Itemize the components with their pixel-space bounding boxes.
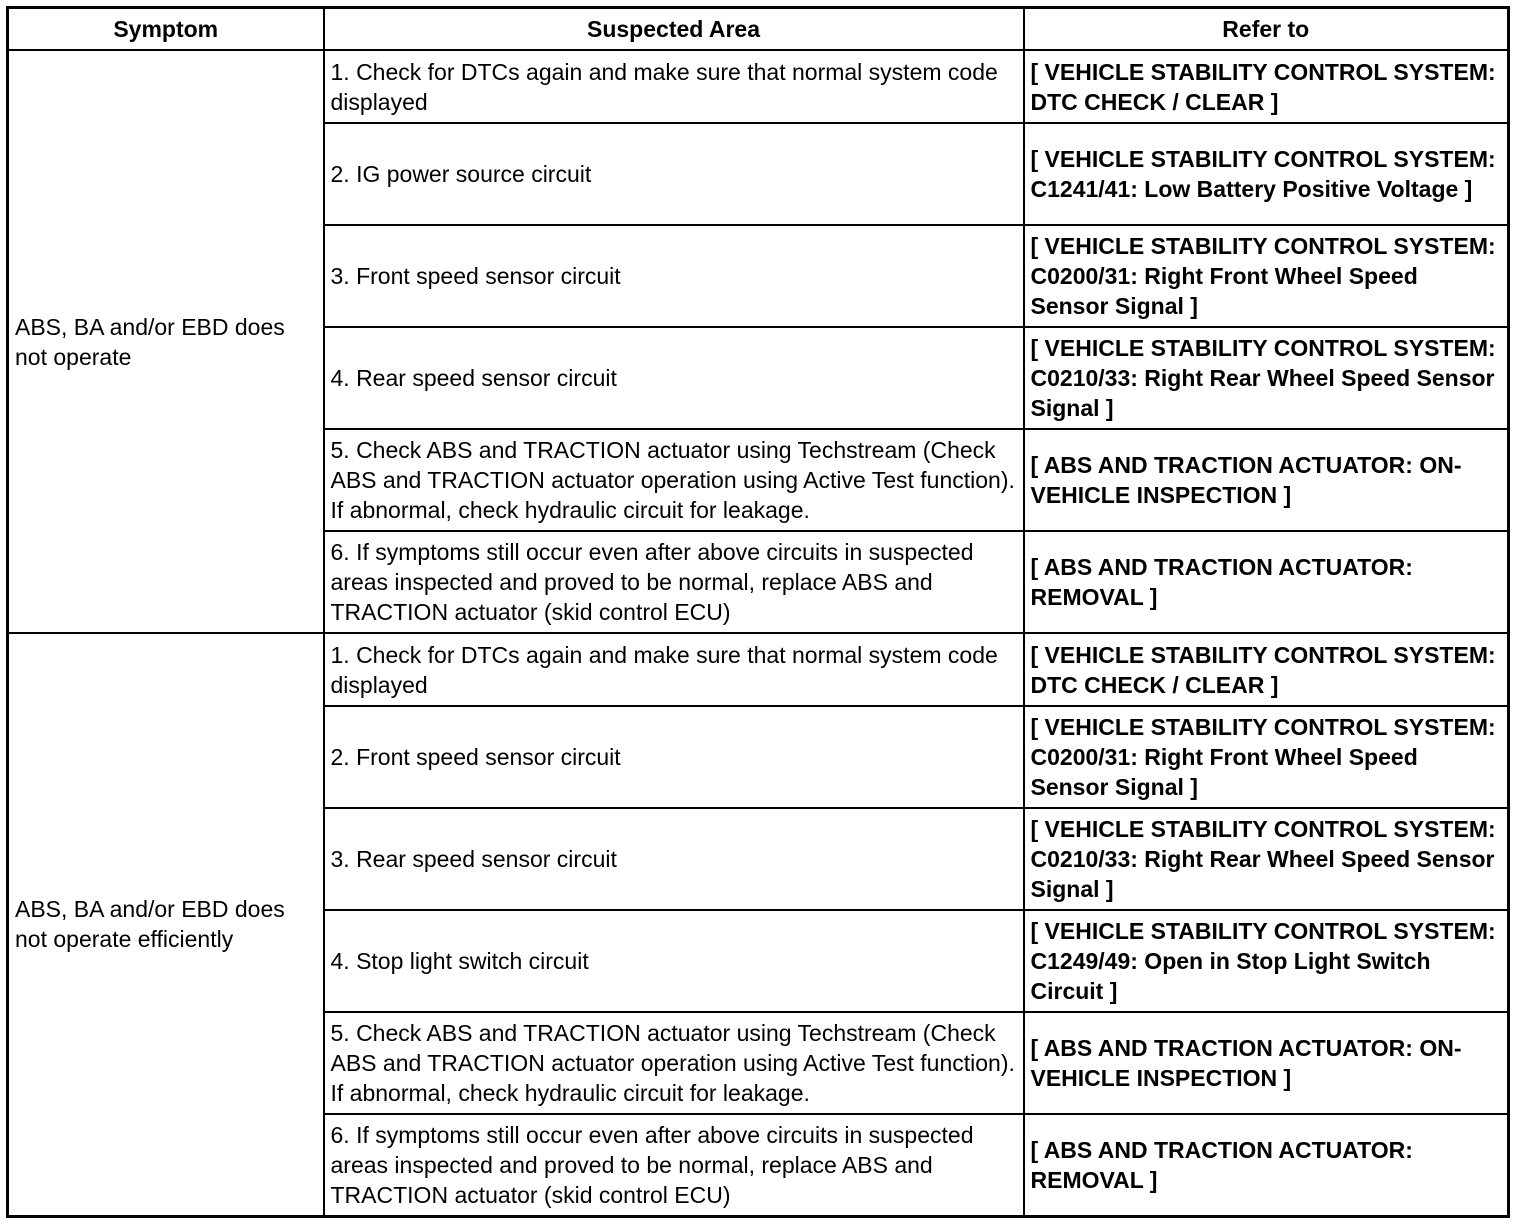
suspected-area-cell: 4. Stop light switch circuit	[324, 910, 1024, 1012]
symptom-cell: ABS, BA and/or EBD does not operate	[8, 50, 324, 633]
symptom-cell: ABS, BA and/or EBD does not operate efficiently	[8, 633, 324, 1216]
refer-to-link[interactable]: [ VEHICLE STABILITY CONTROL SYSTEM: DTC CHECK / CLEAR ]	[1024, 633, 1509, 706]
suspected-area-cell: 6. If symptoms still occur even after above circuits in suspected areas inspected and proved to be normal, replace ABS and TRACTION actuator (skid control ECU)	[324, 531, 1024, 633]
refer-to-link[interactable]: [ ABS AND TRACTION ACTUATOR: REMOVAL ]	[1024, 531, 1509, 633]
suspected-area-cell: 3. Rear speed sensor circuit	[324, 808, 1024, 910]
refer-to-link[interactable]: [ VEHICLE STABILITY CONTROL SYSTEM: C0210/33: Right Rear Wheel Speed Sensor Signal ]	[1024, 327, 1509, 429]
refer-to-link[interactable]: [ ABS AND TRACTION ACTUATOR: REMOVAL ]	[1024, 1114, 1509, 1216]
suspected-area-cell: 3. Front speed sensor circuit	[324, 225, 1024, 327]
refer-to-link[interactable]: [ ABS AND TRACTION ACTUATOR: ON-VEHICLE INSPECTION ]	[1024, 429, 1509, 531]
suspected-area-cell: 6. If symptoms still occur even after above circuits in suspected areas inspected and proved to be normal, replace ABS and TRACTION actuator (skid control ECU)	[324, 1114, 1024, 1216]
refer-to-link[interactable]: [ VEHICLE STABILITY CONTROL SYSTEM: C1241/41: Low Battery Positive Voltage ]	[1024, 123, 1509, 225]
suspected-area-cell: 2. Front speed sensor circuit	[324, 706, 1024, 808]
table-row	[8, 633, 1509, 706]
refer-to-link[interactable]: [ VEHICLE STABILITY CONTROL SYSTEM: C0200/31: Right Front Wheel Speed Sensor Signal ]	[1024, 706, 1509, 808]
suspected-area-cell: 1. Check for DTCs again and make sure that normal system code displayed	[324, 633, 1024, 706]
suspected-area-cell: 4. Rear speed sensor circuit	[324, 327, 1024, 429]
header-symptom: Symptom	[8, 8, 324, 51]
header-row	[8, 8, 1509, 51]
refer-to-link[interactable]: [ ABS AND TRACTION ACTUATOR: ON-VEHICLE INSPECTION ]	[1024, 1012, 1509, 1114]
header-refer-to: Refer to	[1024, 8, 1509, 51]
suspected-area-cell: 2. IG power source circuit	[324, 123, 1024, 225]
suspected-area-cell: 5. Check ABS and TRACTION actuator using Techstream (Check ABS and TRACTION actuator operation using Active Test function). If abnormal, check hydraulic circuit for leakage.	[324, 429, 1024, 531]
refer-to-link[interactable]: [ VEHICLE STABILITY CONTROL SYSTEM: C1249/49: Open in Stop Light Switch Circuit ]	[1024, 910, 1509, 1012]
suspected-area-cell: 1. Check for DTCs again and make sure that normal system code displayed	[324, 50, 1024, 123]
diagnosis-table	[6, 6, 1510, 1218]
refer-to-link[interactable]: [ VEHICLE STABILITY CONTROL SYSTEM: C0210/33: Right Rear Wheel Speed Sensor Signal ]	[1024, 808, 1509, 910]
table-row	[8, 50, 1509, 123]
refer-to-link[interactable]: [ VEHICLE STABILITY CONTROL SYSTEM: C0200/31: Right Front Wheel Speed Sensor Signal ]	[1024, 225, 1509, 327]
header-suspected-area: Suspected Area	[324, 8, 1024, 51]
refer-to-link[interactable]: [ VEHICLE STABILITY CONTROL SYSTEM: DTC CHECK / CLEAR ]	[1024, 50, 1509, 123]
suspected-area-cell: 5. Check ABS and TRACTION actuator using Techstream (Check ABS and TRACTION actuator operation using Active Test function). If abnormal, check hydraulic circuit for leakage.	[324, 1012, 1024, 1114]
